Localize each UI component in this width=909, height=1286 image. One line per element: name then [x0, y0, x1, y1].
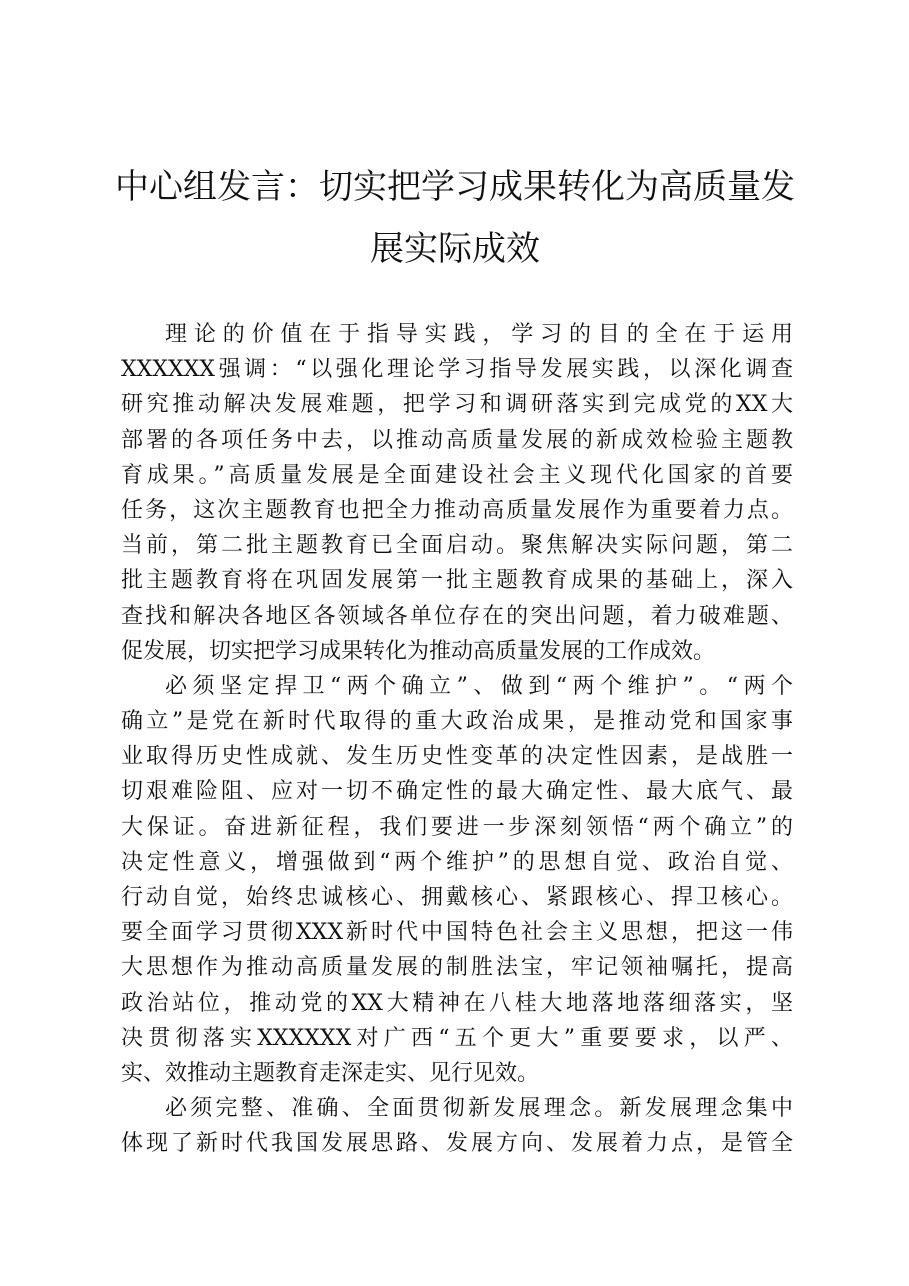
text-line: 确立”是党在新时代取得的重大政治成果，是推动党和国家事	[121, 709, 793, 735]
text-line: 查找和解决各地区各领域各单位存在的突出问题，着力破难题、	[121, 603, 793, 629]
document-body	[121, 317, 793, 1162]
text-line: 实、效推动主题教育走深走实、见行见效。	[121, 1060, 540, 1086]
text-line: 理论的价值在于指导实践，学习的目的全在于运用	[165, 322, 793, 347]
title-line: 展实际成效	[370, 229, 540, 269]
text-line: 批主题教育将在巩固发展第一批主题教育成果的基础上，深入	[121, 568, 793, 594]
text-line: 要全面学习贯彻XXX新时代中国特色社会主义思想，把这一伟	[121, 920, 793, 946]
text-line: 决贯彻落实XXXXXX对广西“五个更大”重要要求，以严、	[121, 1025, 793, 1051]
text-line: 切艰难险阻、应对一切不确定性的最大确定性、最大底气、最	[121, 779, 793, 805]
text-line: 政治站位，推动党的XX大精神在八桂大地落地落细落实，坚	[121, 990, 793, 1016]
title-line: 中心组发言：切实把学习成果转化为高质量发	[115, 167, 795, 207]
text-line: 育成果。”高质量发展是全面建设社会主义现代化国家的首要	[121, 462, 793, 488]
paragraph	[121, 1091, 793, 1161]
text-line: 大保证。奋进新征程，我们要进一步深刻领悟“两个确立”的	[121, 814, 793, 840]
text-line: 研究推动解决发展难题，把学习和调研落实到完成党的XX大	[121, 392, 793, 418]
text-line: 业取得历史性成就、发生历史性变革的决定性因素，是战胜一	[121, 744, 793, 770]
paragraph	[121, 317, 793, 669]
paragraph	[121, 669, 793, 1091]
text-line: 部署的各项任务中去，以推动高质量发展的新成效检验主题教	[121, 427, 793, 453]
text-line: XXXXXX强调：“以强化理论学习指导发展实践，以深化调查	[121, 357, 793, 383]
document-title	[100, 156, 810, 280]
text-line: 促发展，切实把学习成果转化为推动高质量发展的工作成效。	[121, 638, 716, 664]
text-line: 行动自觉，始终忠诚核心、拥戴核心、紧跟核心、捍卫核心。	[121, 885, 793, 910]
text-line: 必须坚定捍卫“两个确立”、做到“两个维护”。“两个	[165, 673, 793, 699]
text-line: 任务，这次主题教育也把全力推动高质量发展作为重要着力点。	[121, 497, 793, 523]
text-line: 当前，第二批主题教育已全面启动。聚焦解决实际问题，第二	[121, 533, 793, 559]
text-line: 体现了新时代我国发展思路、发展方向、发展着力点，是管全	[121, 1131, 793, 1157]
text-line: 大思想作为推动高质量发展的制胜法宝，牢记领袖嘱托，提高	[121, 955, 793, 981]
text-line: 决定性意义，增强做到“两个维护”的思想自觉、政治自觉、	[121, 849, 793, 875]
text-line: 必须完整、准确、全面贯彻新发展理念。新发展理念集中	[165, 1096, 793, 1122]
